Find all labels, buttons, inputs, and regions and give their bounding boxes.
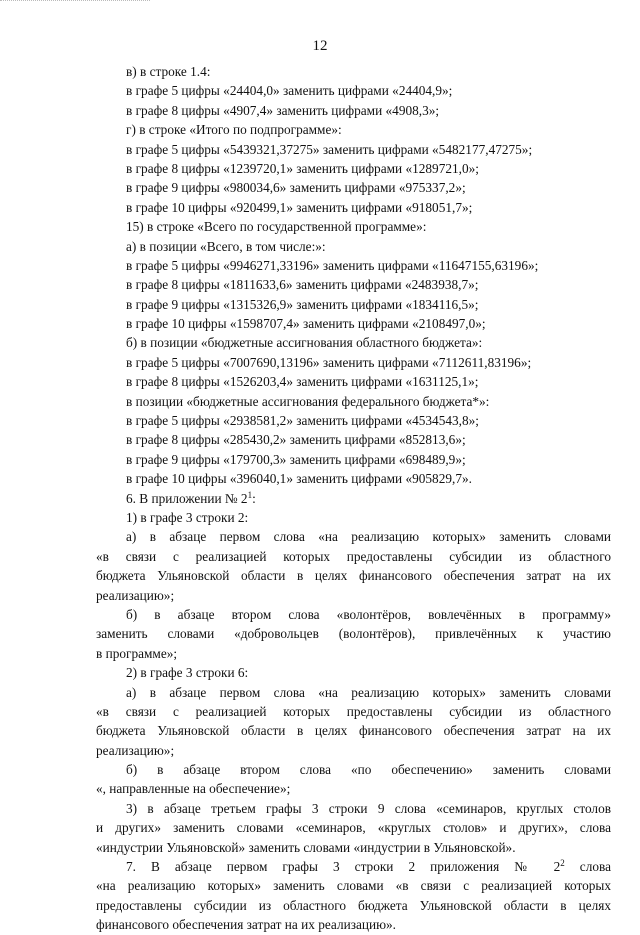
line-text: в графе 9 цифры «1315326,9» заменить цифрами «1834116,5»; — [126, 296, 479, 312]
text-line — [96, 683, 611, 702]
document-body — [96, 62, 611, 935]
line-text: а) в позиции «Всего, в том числе:»: — [126, 238, 326, 254]
text-line — [96, 818, 611, 837]
line-text: и других» заменить словами «семинаров, «круглых столов» и других», слова — [96, 820, 611, 836]
line-text: в программе»; — [96, 645, 178, 661]
text-line — [96, 586, 611, 605]
line-text: 7. В абзаце первом графы 3 строки 2 приложения № 2 — [126, 859, 561, 875]
text-line — [96, 217, 611, 236]
text-line — [96, 876, 611, 895]
line-text: а) в абзаце первом слова «на реализацию которых» заменить словами — [126, 684, 611, 700]
line-text: в) в строке 1.4: — [126, 64, 211, 79]
line-text: «индустрии Ульяновской» заменить словами «индустрии в Ульяновской». — [96, 839, 516, 855]
line-text: 2) в графе 3 строки 6: — [126, 665, 249, 681]
line-text: б) в позиции «бюджетные ассигнования областного бюджета»: — [126, 335, 483, 351]
text-line — [96, 644, 611, 663]
line-text: бюджета Ульяновской области в целях финансового обеспечения затрат на их — [96, 723, 611, 739]
line-text: «на реализацию которых» заменить словами «в связи с реализацией которых — [96, 878, 611, 894]
line-text: б) в абзаце втором слова «волонтёров, вовлечённых в программу» — [126, 606, 611, 622]
line-text: в графе 10 цифры «920499,1» заменить цифрами «918051,7»; — [126, 199, 473, 215]
line-text: бюджета Ульяновской области в целях финансового обеспечения затрат на их — [96, 568, 611, 584]
text-line — [96, 101, 611, 120]
text-line — [96, 120, 611, 139]
text-line — [96, 256, 611, 275]
text-line — [96, 547, 611, 566]
line-text: реализацию»; — [96, 587, 175, 603]
line-text: в графе 10 цифры «396040,1» заменить цифрами «905829,7». — [126, 471, 472, 487]
line-text: 6. В приложении № 2 — [126, 490, 248, 506]
line-text: реализацию»; — [96, 742, 175, 758]
line-text: в графе 8 цифры «285430,2» заменить цифрами «852813,6»; — [126, 432, 466, 448]
line-text: 15) в строке «Всего по государственной программе»: — [126, 219, 427, 235]
text-line — [96, 62, 611, 81]
text-line — [96, 198, 611, 217]
text-line — [96, 295, 611, 314]
text-line — [96, 372, 611, 391]
line-text: в графе 5 цифры «7007690,13196» заменить цифрами «7112611,83196»; — [126, 354, 532, 370]
text-line — [96, 663, 611, 682]
text-line — [96, 721, 611, 740]
text-line — [96, 566, 611, 585]
text-line — [96, 508, 611, 527]
line-text: «, направленные на обеспечение»; — [96, 781, 291, 797]
superscript: 2 — [560, 858, 565, 869]
text-line — [96, 624, 611, 643]
text-line — [96, 527, 611, 546]
text-line — [96, 799, 611, 818]
line-text: в графе 9 цифры «179700,3» заменить цифрами «698489,9»; — [126, 451, 466, 467]
line-text: в графе 5 цифры «5439321,37275» заменить цифрами «5482177,47275»; — [126, 141, 533, 157]
line-text: в графе 8 цифры «1526203,4» заменить цифрами «1631125,1»; — [126, 374, 479, 390]
line-text: 3) в абзаце третьем графы 3 строки 9 слова «семинаров, круглых столов — [126, 800, 611, 816]
text-line — [96, 896, 611, 915]
text-line — [96, 392, 611, 411]
line-text: в графе 8 цифры «1239720,1» заменить цифрами «1289721,0»; — [126, 160, 479, 176]
superscript: 1 — [247, 489, 253, 500]
line-text: в позиции «бюджетные ассигнования федерального бюджета*»: — [126, 393, 490, 409]
line-text: финансового обеспечения затрат на их реализацию». — [96, 917, 396, 933]
text-line — [96, 81, 611, 100]
text-line — [96, 430, 611, 449]
text-line — [96, 779, 611, 798]
line-text: заменить словами «добровольцев (волонтёров), привлечённых к участию — [96, 626, 611, 642]
text-line — [96, 760, 611, 779]
line-text: в графе 8 цифры «4907,4» заменить цифрами «4908,3»; — [126, 102, 440, 118]
line-text-tail: слова — [564, 859, 611, 875]
page-number: 12 — [312, 38, 328, 54]
line-text: в графе 5 цифры «9946271,33196» заменить цифрами «11647155,63196»; — [126, 257, 539, 273]
text-line — [96, 314, 611, 333]
text-line — [96, 237, 611, 256]
text-line — [96, 159, 611, 178]
text-line — [96, 489, 611, 508]
text-line — [96, 469, 611, 488]
line-text: «в связи с реализацией которых предоставлены субсидии из областного — [96, 703, 611, 719]
line-text: б) в абзаце втором слова «по обеспечению» заменить словами — [126, 762, 611, 778]
text-line — [96, 915, 611, 934]
text-line — [96, 333, 611, 352]
line-text: г) в строке «Итого по подпрограмме»: — [126, 122, 342, 138]
line-text: в графе 8 цифры «1811633,6» заменить цифрами «2483938,7»; — [126, 277, 479, 293]
line-text: «в связи с реализацией которых предоставлены субсидии из областного — [96, 548, 611, 564]
text-line — [96, 741, 611, 760]
line-text: в графе 9 цифры «980034,6» заменить цифрами «975337,2»; — [126, 180, 466, 196]
text-line — [96, 857, 611, 876]
text-line — [96, 178, 611, 197]
line-text: а) в абзаце первом слова «на реализацию которых» заменить словами — [126, 529, 611, 545]
line-text-tail: : — [252, 490, 256, 506]
scan-artifact — [0, 0, 150, 9]
text-line — [96, 702, 611, 721]
line-text: в графе 10 цифры «1598707,4» заменить цифрами «2108497,0»; — [126, 316, 486, 332]
line-text: 1) в графе 3 строки 2: — [126, 509, 249, 525]
text-line — [96, 140, 611, 159]
text-line — [96, 605, 611, 624]
text-line — [96, 353, 611, 372]
text-line — [96, 411, 611, 430]
text-line — [96, 838, 611, 857]
line-text: в графе 5 цифры «24404,0» заменить цифрами «24404,9»; — [126, 83, 453, 99]
line-text: в графе 5 цифры «2938581,2» заменить цифрами «4534543,8»; — [126, 413, 479, 429]
line-text: предоставлены субсидии из областного бюджета Ульяновской области в целях — [96, 897, 611, 913]
text-line — [96, 275, 611, 294]
text-line — [96, 450, 611, 469]
